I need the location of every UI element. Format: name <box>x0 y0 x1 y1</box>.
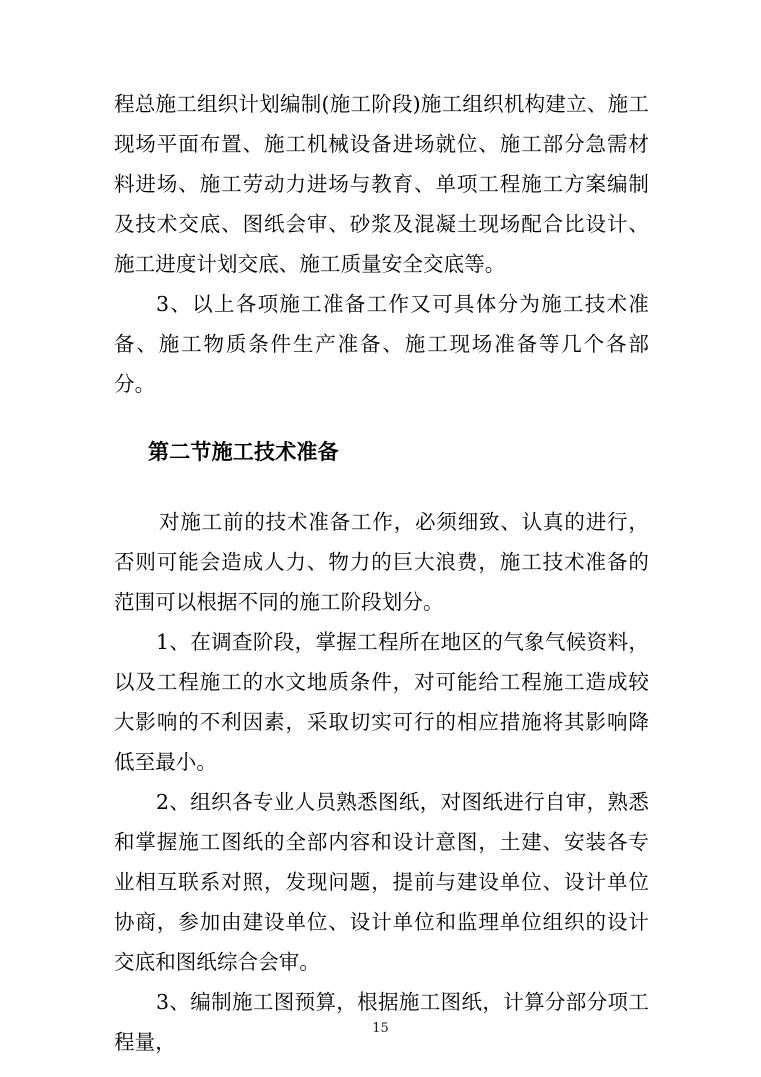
paragraph-item-1-survey-stage: 1、在调查阶段，掌握工程所在地区的气象气候资料，以及工程施工的水文地质条件，对可能给工程施工造成较大影响的不利因素，采取切实可行的相应措施将其影响降低至最小。 <box>114 630 649 774</box>
page-number: 15 <box>372 1021 389 1036</box>
paragraph-item-3-budget: 3、编制施工图预算，根据施工图纸，计算分部分项工程量， <box>114 990 649 1054</box>
paragraph-section-intro: 对施工前的技术准备工作，必须细致、认真的进行，否则可能会造成人力、物力的巨大浪费，施工技术准备的范围可以根据不同的施工阶段划分。 <box>114 510 649 614</box>
section-heading: 第二节施工技术准备 <box>148 439 339 464</box>
spacer-before-heading <box>114 404 649 432</box>
paragraph-continuation: 程总施工组织计划编制(施工阶段)施工组织机构建立、施工现场平面布置、施工机械设备进场就位、施工部分急需材料进场、施工劳动力进场与教育、单项工程施工方案编制及技术交底、图纸会审、砂浆及混凝土现场配合比设计、施工进度计划交底、施工质量安全交底等。 <box>114 92 649 276</box>
paragraph-item-3-preparation-categories: 3、以上各项施工准备工作又可具体分为施工技术准备、施工物质条件生产准备、施工现场准备等几个各部分。 <box>114 292 649 396</box>
spacer-after-heading <box>114 472 649 502</box>
page-text-body <box>114 84 649 1062</box>
paragraph-item-2-drawing-review: 2、组织各专业人员熟悉图纸，对图纸进行自审，熟悉和掌握施工图纸的全部内容和设计意图，土建、安装各专业相互联系对照，发现问题，提前与建设单位、设计单位协商，参加由建设单位、设计单位和监理单位组织的设计交底和图纸综合会审。 <box>114 790 649 974</box>
